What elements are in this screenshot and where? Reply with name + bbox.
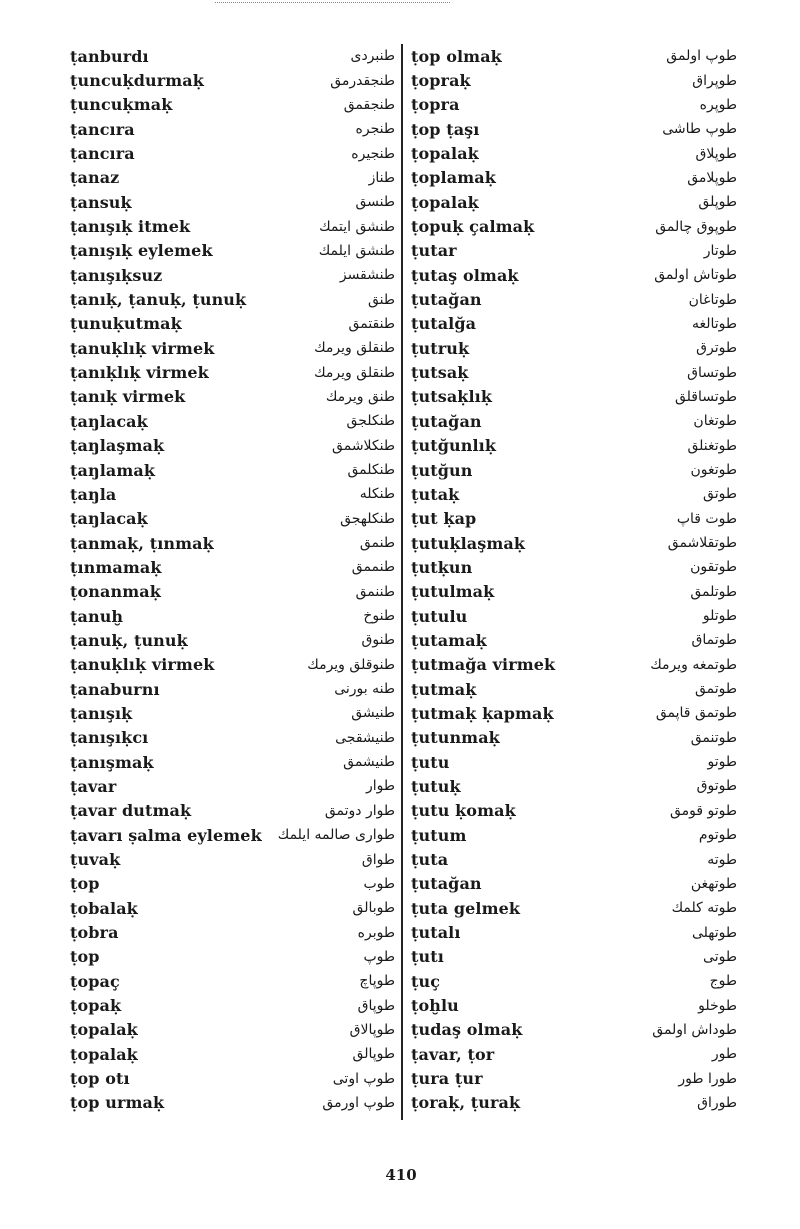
entry-ottoman-script: طوپراق	[692, 72, 737, 89]
entry-headword: ṭutum	[411, 825, 467, 845]
dictionary-entry	[411, 945, 737, 969]
dictionary-entry	[70, 117, 395, 141]
entry-headword: ṭutsaḳlıḳ	[411, 387, 493, 407]
entry-ottoman-script: طنیشمق	[343, 754, 395, 771]
entry-headword: ṭaŋlamaḳ	[70, 460, 156, 480]
dictionary-entry	[411, 896, 737, 920]
entry-ottoman-script: طوته كلمك	[671, 900, 737, 917]
entry-headword: ṭuvaḳ	[70, 850, 121, 870]
entry-ottoman-script: طوپلق	[698, 194, 737, 211]
dictionary-entry	[411, 628, 737, 652]
entry-headword: ṭutalı	[411, 923, 461, 943]
dictionary-entry	[70, 750, 395, 774]
entry-headword: ṭavar dutmaḳ	[70, 801, 192, 821]
dictionary-entry	[70, 799, 395, 823]
entry-headword: ṭansuḳ	[70, 192, 132, 212]
entry-ottoman-script: طوتو قومق	[669, 802, 737, 819]
dictionary-entry	[70, 434, 395, 458]
dictionary-entry	[70, 896, 395, 920]
dictionary-entry	[411, 604, 737, 628]
dictionary-entry	[70, 653, 395, 677]
top-margin-mark	[215, 2, 450, 5]
entry-ottoman-script: طنجقمق	[343, 96, 395, 113]
dictionary-entry	[411, 214, 737, 238]
entry-headword: ṭutulmaḳ	[411, 582, 495, 602]
entry-ottoman-script: طوتمغه ویرمك	[650, 656, 737, 673]
dictionary-entry	[411, 701, 737, 725]
dictionary-entry	[411, 312, 737, 336]
entry-ottoman-script: طوراق	[697, 1094, 737, 1111]
entry-headword: ṭanburdı	[70, 46, 149, 66]
entry-ottoman-script: طوتساقلق	[674, 388, 737, 405]
entry-ottoman-script: طواق	[361, 851, 395, 868]
entry-ottoman-script: طنه بورنی	[334, 681, 395, 698]
entry-headword: ṭopra	[411, 95, 460, 115]
entry-headword: ṭopaḳ	[70, 996, 122, 1016]
dictionary-entry	[70, 141, 395, 165]
entry-headword: ṭopalaḳ	[70, 1020, 138, 1040]
entry-headword: ṭutağan	[411, 290, 482, 310]
entry-headword: ṭanışıḳsuz	[70, 265, 163, 285]
dictionary-entry	[411, 555, 737, 579]
entry-ottoman-script: طننمق	[355, 583, 395, 600]
dictionary-entry	[70, 93, 395, 117]
dictionary-entry	[70, 701, 395, 725]
entry-headword: ṭutğun	[411, 460, 473, 480]
entry-headword: ṭutamaḳ	[411, 630, 487, 650]
right-column	[411, 44, 737, 1115]
dictionary-entry	[411, 872, 737, 896]
entry-headword: ṭanmaḳ, ṭınmaḳ	[70, 533, 214, 553]
dictionary-entry	[70, 677, 395, 701]
entry-ottoman-script: طوتهلی	[691, 924, 737, 941]
entry-ottoman-script: طوپلامق	[687, 169, 737, 186]
entry-headword: ṭancıra	[70, 144, 135, 164]
entry-headword: ṭobra	[70, 923, 119, 943]
dictionary-entry	[411, 458, 737, 482]
entry-headword: ṭutruḳ	[411, 338, 470, 358]
dictionary-entry	[70, 774, 395, 798]
dictionary-entry	[70, 1066, 395, 1090]
dictionary-entry	[411, 774, 737, 798]
dictionary-entry	[70, 823, 395, 847]
entry-headword: ṭut ḳap	[411, 509, 477, 529]
dictionary-entry	[411, 434, 737, 458]
entry-ottoman-script: طنكلاشمق	[332, 437, 395, 454]
entry-ottoman-script: طوبالق	[352, 900, 395, 917]
entry-headword: ṭutı	[411, 947, 444, 967]
dictionary-entry	[411, 482, 737, 506]
entry-headword: ṭanaburnı	[70, 679, 160, 699]
dictionary-entry	[411, 750, 737, 774]
entry-headword: ṭutsaḳ	[411, 363, 469, 383]
entry-ottoman-script: طوپاق	[357, 997, 395, 1014]
entry-ottoman-script: طوتار	[703, 242, 737, 259]
entry-ottoman-script: طوپره	[699, 96, 737, 113]
dictionary-entry	[411, 44, 737, 68]
entry-ottoman-script: طوداش اولمق	[652, 1021, 737, 1038]
entry-headword: ṭuncuḳdurmaḳ	[70, 71, 204, 91]
entry-ottoman-script: طنكلجق	[346, 413, 395, 430]
entry-headword: ṭanışmaḳ	[70, 752, 154, 772]
dictionary-entry	[411, 969, 737, 993]
entry-ottoman-script: طوپلاق	[695, 145, 737, 162]
entry-headword: ṭutmaḳ	[411, 679, 477, 699]
entry-ottoman-script: طوپ اورمق	[322, 1094, 395, 1111]
entry-headword: ṭanıḳ virmek	[70, 387, 186, 407]
entry-ottoman-script: طنق	[367, 291, 395, 308]
entry-headword: ṭutar	[411, 241, 457, 261]
dictionary-entry	[70, 287, 395, 311]
entry-headword: ṭobalaḳ	[70, 898, 138, 918]
dictionary-entry	[70, 969, 395, 993]
page-number: 410	[385, 1166, 417, 1184]
dictionary-entry	[411, 920, 737, 944]
entry-ottoman-script: طوتغان	[693, 413, 737, 430]
dictionary-entry	[70, 726, 395, 750]
dictionary-entry	[70, 580, 395, 604]
dictionary-entry	[411, 993, 737, 1017]
entry-ottoman-script: طواری صالمه ایلمك	[277, 827, 395, 844]
dictionary-entry	[411, 507, 737, 531]
dictionary-entry	[411, 166, 737, 190]
dictionary-entry	[70, 214, 395, 238]
entry-ottoman-script: طوتمق	[694, 681, 737, 698]
dictionary-entry	[411, 823, 737, 847]
dictionary-entry	[411, 93, 737, 117]
entry-ottoman-script: طورا طور	[678, 1070, 737, 1087]
entry-ottoman-script: طنجیره	[351, 145, 395, 162]
entry-ottoman-script: طنجره	[355, 121, 395, 138]
entry-ottoman-script: طوت قاپ	[676, 510, 737, 527]
dictionary-entry	[70, 68, 395, 92]
entry-ottoman-script: طوپ اولمق	[666, 48, 737, 65]
entry-headword: ṭutuḳ	[411, 776, 461, 796]
entry-ottoman-script: طوبره	[357, 924, 395, 941]
entry-ottoman-script: طوپاچ	[359, 973, 395, 990]
dictionary-entry	[70, 555, 395, 579]
entry-headword: ṭura ṭur	[411, 1069, 483, 1089]
entry-headword: ṭop	[70, 947, 100, 967]
dictionary-entry	[411, 141, 737, 165]
entry-ottoman-script: طوتغنلق	[687, 437, 737, 454]
entry-headword: ṭop otı	[70, 1069, 130, 1089]
entry-ottoman-script: طوتالغه	[691, 315, 737, 332]
entry-ottoman-script: طنممق	[351, 559, 395, 576]
entry-ottoman-script: طنكله	[359, 486, 395, 503]
entry-headword: ṭuta gelmek	[411, 898, 521, 918]
entry-ottoman-script: طوترق	[696, 340, 737, 357]
dictionary-entry	[411, 239, 737, 263]
dictionary-entry	[411, 847, 737, 871]
entry-ottoman-script: طنقتمق	[348, 315, 395, 332]
entry-ottoman-script: طنقلق ویرمك	[314, 364, 395, 381]
dictionary-entry	[411, 1091, 737, 1115]
dictionary-entry	[70, 458, 395, 482]
entry-headword: ṭopalaḳ	[70, 1044, 138, 1064]
entry-ottoman-script: طوتهغن	[690, 875, 737, 892]
dictionary-entry	[70, 507, 395, 531]
dictionary-entry	[411, 653, 737, 677]
dictionary-entry	[411, 336, 737, 360]
dictionary-entry	[411, 677, 737, 701]
entry-ottoman-script: طوتاغان	[688, 291, 737, 308]
entry-ottoman-script: طوج	[709, 973, 737, 990]
entry-ottoman-script: طوتقون	[690, 559, 737, 576]
entry-headword: ṭop	[70, 874, 100, 894]
dictionary-entry	[411, 385, 737, 409]
dictionary-entry	[70, 1042, 395, 1066]
entry-headword: ṭudaş olmaḳ	[411, 1020, 523, 1040]
entry-headword: ṭanaz	[70, 168, 120, 188]
dictionary-entry	[70, 385, 395, 409]
dictionary-entry	[411, 1042, 737, 1066]
entry-headword: ṭop ṭaşı	[411, 119, 480, 139]
entry-headword: ṭavar	[70, 776, 117, 796]
entry-ottoman-script: طوته	[707, 851, 737, 868]
entry-headword: ṭopuḳ çalmaḳ	[411, 217, 535, 237]
entry-ottoman-script: طنیشقجی	[335, 729, 395, 746]
entry-headword: ṭonanmaḳ	[70, 582, 161, 602]
dictionary-entry	[411, 360, 737, 384]
entry-ottoman-script: طوپوق چالمق	[655, 218, 737, 235]
entry-ottoman-script: طوتلو	[702, 608, 737, 625]
dictionary-entry	[70, 604, 395, 628]
dictionary-entry	[411, 726, 737, 750]
entry-ottoman-script: طنوق	[361, 632, 395, 649]
dictionary-entry	[411, 263, 737, 287]
dictionary-entry	[411, 799, 737, 823]
entry-ottoman-script: طوتنمق	[690, 729, 737, 746]
entry-ottoman-script: طنكلهجق	[340, 510, 395, 527]
dictionary-entry	[70, 1091, 395, 1115]
entry-headword: ṭanuḫ	[70, 606, 124, 626]
entry-headword: ṭoraḳ, ṭuraḳ	[411, 1093, 521, 1113]
dictionary-entry	[411, 1066, 737, 1090]
entry-ottoman-script: طنیشق	[351, 705, 395, 722]
entry-headword: ṭuta	[411, 850, 449, 870]
column-divider	[401, 44, 403, 1120]
entry-headword: ṭanıḳlıḳ virmek	[70, 363, 209, 383]
entry-ottoman-script: طنوخ	[363, 608, 395, 625]
entry-ottoman-script: طنكلمق	[347, 462, 395, 479]
entry-headword: ṭutunmaḳ	[411, 728, 500, 748]
dictionary-entry	[70, 531, 395, 555]
entry-ottoman-script: طنق ویرمك	[325, 388, 395, 405]
entry-headword: ṭanuḳlıḳ virmek	[70, 338, 215, 358]
entry-ottoman-script: طوتماق	[691, 632, 737, 649]
entry-headword: ṭutaḳ	[411, 484, 460, 504]
entry-ottoman-script: طوتمق قاپمق	[655, 705, 737, 722]
entry-ottoman-script: طوتقلاشمق	[667, 535, 737, 552]
entry-headword: ṭanıḳ, ṭanuḳ, ṭunuḳ	[70, 290, 247, 310]
entry-headword: ṭuç	[411, 971, 441, 991]
entry-ottoman-script: طوب	[363, 875, 395, 892]
dictionary-entry	[70, 872, 395, 896]
dictionary-entry	[70, 239, 395, 263]
entry-headword: ṭanışıḳ itmek	[70, 217, 191, 237]
dictionary-entry	[70, 166, 395, 190]
dictionary-entry	[70, 336, 395, 360]
entry-ottoman-script: طوتی	[703, 948, 737, 965]
dictionary-entry	[70, 312, 395, 336]
entry-ottoman-script: طوتساق	[687, 364, 737, 381]
dictionary-entry	[70, 920, 395, 944]
dictionary-entry	[411, 409, 737, 433]
entry-headword: ṭanuḳlıḳ virmek	[70, 655, 215, 675]
dictionary-entry	[411, 1018, 737, 1042]
dictionary-entry	[411, 68, 737, 92]
dictionary-entry	[411, 531, 737, 555]
entry-ottoman-script: طوتاش اولمق	[654, 267, 737, 284]
entry-headword: ṭutaş olmaḳ	[411, 265, 519, 285]
entry-headword: ṭutağan	[411, 411, 482, 431]
entry-headword: ṭınmamaḳ	[70, 557, 162, 577]
dictionary-entry	[70, 409, 395, 433]
entry-headword: ṭavarı ṣalma eylemek	[70, 825, 262, 845]
entry-ottoman-script: طنبردی	[350, 48, 395, 65]
entry-ottoman-script: طنسق	[355, 194, 395, 211]
dictionary-entry	[70, 945, 395, 969]
dictionary-entry	[411, 287, 737, 311]
entry-headword: ṭutuḳlaşmaḳ	[411, 533, 526, 553]
dictionary-entry	[70, 44, 395, 68]
entry-headword: ṭutḳun	[411, 557, 473, 577]
entry-headword: ṭancıra	[70, 119, 135, 139]
entry-headword: ṭuncuḳmaḳ	[70, 95, 173, 115]
dictionary-entry	[70, 190, 395, 214]
entry-ottoman-script: طوار دوتمق	[324, 802, 395, 819]
entry-headword: ṭutmaḳ ḳapmaḳ	[411, 703, 554, 723]
entry-ottoman-script: طنشق ایلمك	[318, 242, 395, 259]
dictionary-entry	[70, 482, 395, 506]
entry-headword: ṭutu ḳomaḳ	[411, 801, 516, 821]
dictionary-entry	[70, 993, 395, 1017]
entry-headword: ṭutulu	[411, 606, 468, 626]
entry-ottoman-script: طوخلو	[698, 997, 737, 1014]
entry-headword: ṭopraḳ	[411, 71, 471, 91]
entry-headword: ṭaŋla	[70, 484, 117, 504]
entry-headword: ṭutağan	[411, 874, 482, 894]
entry-headword: ṭopalaḳ	[411, 192, 479, 212]
entry-ottoman-script: طنشقسز	[339, 267, 395, 284]
entry-headword: ṭanışıḳcı	[70, 728, 149, 748]
dictionary-entry	[411, 190, 737, 214]
entry-ottoman-script: طوپالق	[352, 1046, 395, 1063]
entry-headword: ṭutalğa	[411, 314, 477, 334]
entry-ottoman-script: طنشق ایتمك	[319, 218, 395, 235]
entry-ottoman-script: طوتق	[703, 486, 737, 503]
dictionary-entry	[70, 360, 395, 384]
entry-headword: ṭop urmaḳ	[70, 1093, 165, 1113]
entry-ottoman-script: طوار	[365, 778, 395, 795]
entry-ottoman-script: طوتو	[707, 754, 737, 771]
entry-headword: ṭutmağa virmek	[411, 655, 556, 675]
entry-ottoman-script: طوتوق	[696, 778, 737, 795]
entry-ottoman-script: طور	[711, 1046, 737, 1063]
left-column	[70, 44, 395, 1115]
entry-ottoman-script: طوپ طاشی	[662, 121, 737, 138]
entry-headword: ṭanuḳ, ṭunuḳ	[70, 630, 188, 650]
entry-ottoman-script: طنقلق ویرمك	[314, 340, 395, 357]
entry-ottoman-script: طنمق	[359, 535, 395, 552]
entry-ottoman-script: طوپالاق	[349, 1021, 395, 1038]
entry-headword: ṭaŋlaşmaḳ	[70, 436, 165, 456]
entry-headword: ṭaŋlacaḳ	[70, 509, 148, 529]
entry-headword: ṭutğunlıḳ	[411, 436, 497, 456]
dictionary-entry	[70, 847, 395, 871]
entry-ottoman-script: طنجقدرمق	[330, 72, 395, 89]
entry-headword: ṭopaç	[70, 971, 120, 991]
entry-ottoman-script: طنوقلق ویرمك	[307, 656, 395, 673]
entry-ottoman-script: طوتوم	[698, 827, 737, 844]
entry-headword: ṭaŋlacaḳ	[70, 411, 148, 431]
entry-headword: ṭoplamaḳ	[411, 168, 496, 188]
entry-headword: ṭunuḳutmaḳ	[70, 314, 182, 334]
entry-headword: ṭutu	[411, 752, 450, 772]
entry-headword: ṭanışıḳ	[70, 703, 133, 723]
dictionary-entry	[70, 628, 395, 652]
dictionary-entry	[70, 1018, 395, 1042]
dictionary-entry	[70, 263, 395, 287]
dictionary-entry	[411, 117, 737, 141]
entry-ottoman-script: طوتلمق	[690, 583, 737, 600]
entry-ottoman-script: طوپ	[363, 948, 395, 965]
dictionary-entry	[411, 580, 737, 604]
entry-ottoman-script: طناز	[368, 169, 395, 186]
entry-headword: ṭavar, ṭor	[411, 1044, 495, 1064]
entry-ottoman-script: طوپ اوتی	[332, 1070, 395, 1087]
entry-ottoman-script: طوتغون	[690, 462, 737, 479]
entry-headword: ṭopalaḳ	[411, 144, 479, 164]
entry-headword: ṭanışıḳ eylemek	[70, 241, 213, 261]
entry-headword: ṭoḫlu	[411, 996, 459, 1016]
entry-headword: ṭop olmaḳ	[411, 46, 502, 66]
